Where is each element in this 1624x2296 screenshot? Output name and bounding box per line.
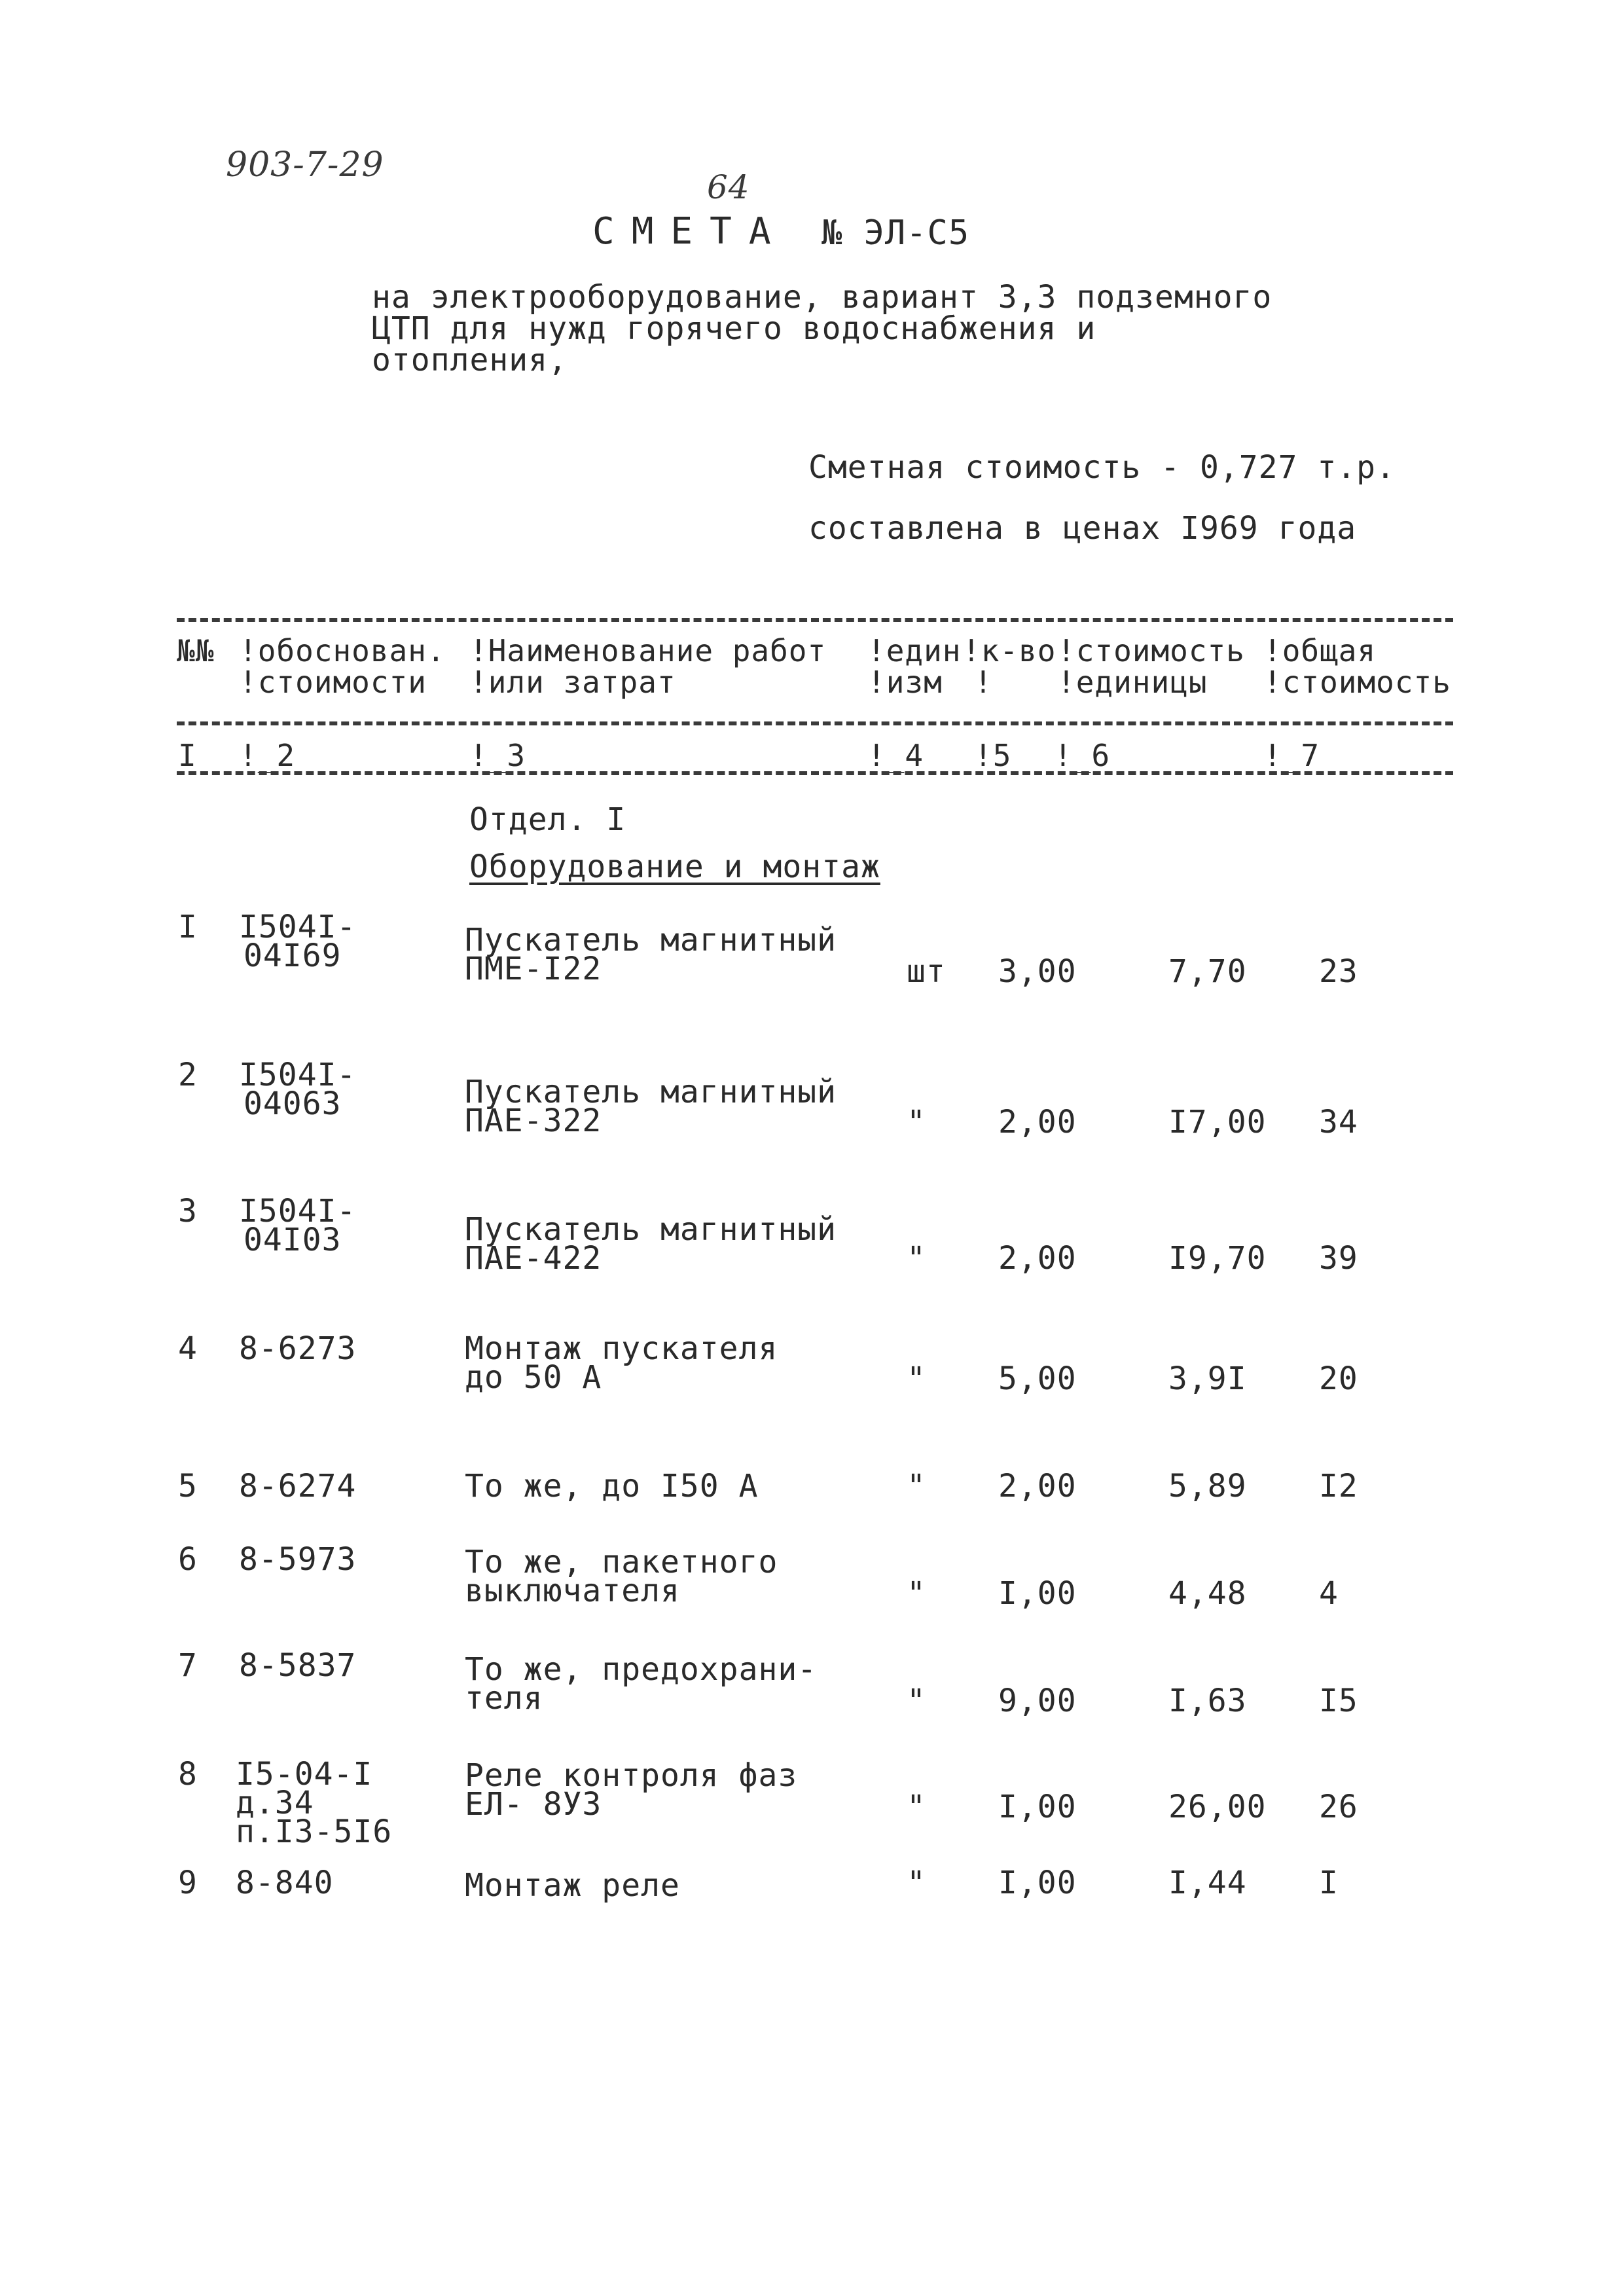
row-name: ЕЛ- 8УЗ — [465, 1786, 602, 1823]
header-col-basis-2: !стоимости — [239, 665, 427, 700]
col-number-5: !5 — [974, 738, 1012, 773]
header-col-number: №№ — [177, 633, 215, 668]
col-number-4: !_4 — [867, 738, 924, 773]
row-quantity: 5,00 — [998, 1360, 1077, 1397]
document-code: 903-7-29 — [226, 145, 384, 185]
row-quantity: 2,00 — [998, 1104, 1077, 1140]
row-unit-cost: I,63 — [1168, 1683, 1247, 1719]
header-col-qty-2: ! — [974, 665, 993, 700]
row-basis: I504I- — [239, 1057, 357, 1093]
col-number-1: I — [178, 738, 197, 773]
row-unit: " — [907, 1468, 926, 1504]
row-name: То же, до I50 А — [465, 1468, 759, 1504]
header-col-basis-1: !обоснован. — [239, 633, 446, 668]
header-col-name-2: !или затрат — [469, 665, 676, 700]
row-basis: I504I- — [239, 909, 357, 945]
subject-line-1: на электрооборудование, вариант 3,3 подземного — [372, 279, 1272, 316]
column-numbers-rule — [177, 771, 1453, 775]
row-quantity: I,00 — [998, 1575, 1077, 1612]
header-col-total-2: !стоимость — [1263, 665, 1451, 700]
price-basis: составлена в ценах I969 года — [808, 510, 1357, 547]
col-number-7: !_7 — [1263, 738, 1320, 773]
row-name: ПМЕ-I22 — [465, 951, 602, 987]
row-number: I — [178, 909, 198, 945]
row-basis: п.I3-5I6 — [236, 1813, 393, 1850]
row-number: 8 — [178, 1756, 198, 1793]
row-name: Монтаж пускателя — [465, 1330, 778, 1367]
row-total-cost: 4 — [1319, 1575, 1339, 1612]
row-name: теля — [465, 1680, 543, 1717]
row-name: Пускатель магнитный — [465, 1211, 837, 1248]
row-unit-cost: 7,70 — [1168, 953, 1247, 990]
page-number: 64 — [707, 168, 750, 206]
row-number: 4 — [178, 1330, 198, 1367]
row-quantity: 2,00 — [998, 1240, 1077, 1277]
row-basis: 8-5837 — [239, 1647, 357, 1684]
header-col-name-1: !Наименование работ — [469, 633, 827, 668]
header-col-total-1: !общая — [1263, 633, 1377, 668]
row-total-cost: I2 — [1319, 1468, 1358, 1504]
row-total-cost: 39 — [1319, 1240, 1358, 1277]
row-quantity: 3,00 — [998, 953, 1077, 990]
document-title: СМЕТА — [592, 210, 788, 253]
col-number-2: !_2 — [239, 738, 296, 773]
row-name: Пускатель магнитный — [465, 1074, 837, 1110]
row-unit-cost: I9,70 — [1168, 1240, 1267, 1277]
table-top-rule — [177, 618, 1453, 622]
row-name: Монтаж реле — [465, 1867, 680, 1904]
row-name: ПАЕ-322 — [465, 1102, 602, 1139]
estimated-cost: Сметная стоимость - 0,727 т.р. — [808, 449, 1396, 486]
document-number: № ЭЛ-С5 — [821, 213, 970, 253]
row-unit: " — [907, 1789, 926, 1825]
row-unit: " — [907, 1240, 926, 1277]
row-unit: " — [907, 1575, 926, 1612]
row-name: Пускатель магнитный — [465, 922, 837, 958]
row-unit: " — [907, 1104, 926, 1140]
row-unit-cost: I,44 — [1168, 1865, 1247, 1901]
row-total-cost: I5 — [1319, 1683, 1358, 1719]
row-basis: I504I- — [239, 1193, 357, 1230]
row-basis: 04I03 — [244, 1222, 342, 1258]
row-basis: 8-6274 — [239, 1468, 357, 1504]
subject-line-2: ЦТП для нужд горячего водоснабжения и — [372, 310, 1096, 347]
header-rule — [177, 721, 1453, 725]
header-col-unit-1: !един — [867, 633, 962, 668]
row-quantity: I,00 — [998, 1789, 1077, 1825]
row-unit: " — [907, 1865, 926, 1901]
row-number: 5 — [178, 1468, 198, 1504]
row-total-cost: 26 — [1319, 1789, 1358, 1825]
row-number: 6 — [178, 1541, 198, 1578]
section-title: Отдел. I — [469, 801, 626, 838]
header-col-unit-cost-1: !стоимость — [1057, 633, 1245, 668]
row-unit: " — [907, 1683, 926, 1719]
col-number-3: !_3 — [469, 738, 526, 773]
row-quantity: 9,00 — [998, 1683, 1077, 1719]
row-basis: 8-5973 — [239, 1541, 357, 1578]
row-number: 3 — [178, 1193, 198, 1230]
row-unit: шт — [907, 953, 946, 990]
row-unit-cost: I7,00 — [1168, 1104, 1267, 1140]
row-name: То же, пакетного — [465, 1544, 778, 1580]
row-unit-cost: 26,00 — [1168, 1789, 1267, 1825]
row-name: ПАЕ-422 — [465, 1240, 602, 1277]
subject-line-3: отопления, — [372, 342, 568, 378]
row-basis: д.34 — [236, 1785, 314, 1821]
row-unit-cost: 3,9I — [1168, 1360, 1247, 1397]
row-number: 7 — [178, 1647, 198, 1684]
col-number-6: !_6 — [1054, 738, 1111, 773]
row-unit: " — [907, 1360, 926, 1397]
row-number: 2 — [178, 1057, 198, 1093]
row-unit-cost: 5,89 — [1168, 1468, 1247, 1504]
row-basis: 8-6273 — [239, 1330, 357, 1367]
row-name: выключателя — [465, 1573, 680, 1609]
row-quantity: 2,00 — [998, 1468, 1077, 1504]
row-number: 9 — [178, 1865, 198, 1901]
row-name: Реле контроля фаз — [465, 1757, 798, 1794]
row-basis: 04I69 — [244, 938, 342, 974]
row-total-cost: 34 — [1319, 1104, 1358, 1140]
row-basis: 04063 — [244, 1085, 342, 1122]
row-basis: I5-04-I — [236, 1756, 373, 1793]
row-name: То же, предохрани- — [465, 1651, 818, 1688]
row-total-cost: 23 — [1319, 953, 1358, 990]
header-col-unit-2: !изм — [867, 665, 943, 700]
header-col-qty-1: !к-во — [962, 633, 1056, 668]
row-basis: 8-840 — [236, 1865, 334, 1901]
row-total-cost: 20 — [1319, 1360, 1358, 1397]
row-quantity: I,00 — [998, 1865, 1077, 1901]
row-total-cost: I — [1319, 1865, 1339, 1901]
row-unit-cost: 4,48 — [1168, 1575, 1247, 1612]
row-name: до 50 А — [465, 1359, 602, 1396]
section-subtitle: Оборудование и монтаж — [469, 848, 880, 885]
header-col-unit-cost-2: !единицы — [1057, 665, 1208, 700]
